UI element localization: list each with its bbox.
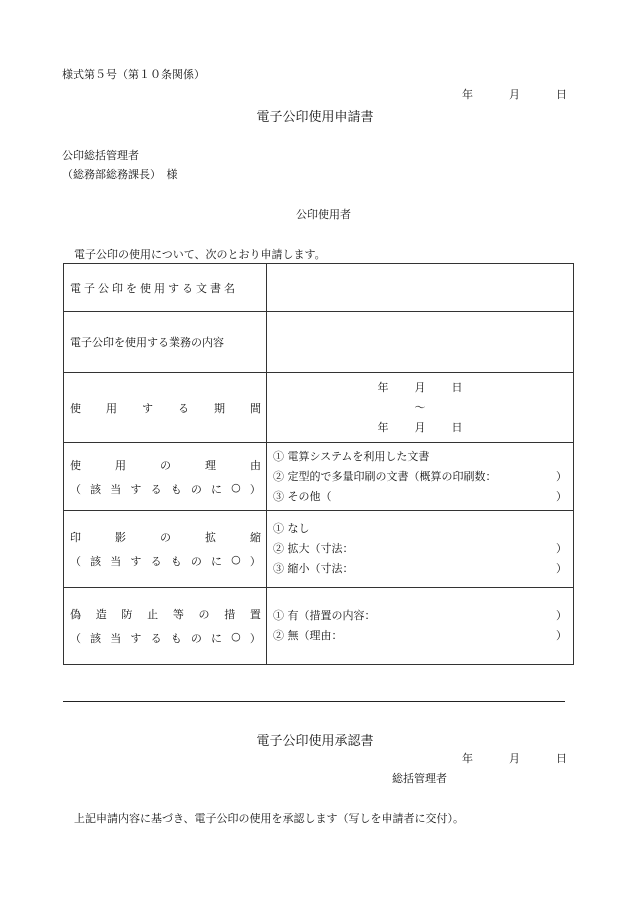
month-label: 月 — [509, 88, 520, 101]
approver-label: 総括管理者 — [392, 772, 447, 785]
forgery-label: 偽 造 防 止 等 の 措 置 （ 該 当 す る も の に ○ ） — [64, 588, 267, 665]
approval-date — [462, 750, 567, 766]
day-label: 日 — [556, 752, 567, 765]
seal-option-3[interactable]: ③ 縮小（寸法： ） — [273, 562, 567, 575]
seal-scale-options — [267, 511, 574, 588]
forgery-options — [267, 588, 574, 665]
application-table — [63, 263, 574, 665]
addressee-title: 公印総括管理者 — [62, 149, 139, 162]
year-label: 年 — [462, 752, 473, 765]
approval-title: 電子公印使用承認書 — [256, 734, 374, 749]
period-field[interactable] — [267, 373, 574, 443]
table-row — [64, 373, 574, 443]
period-end-day: 日 — [451, 420, 463, 434]
table-row — [64, 264, 574, 312]
application-title: 電子公印使用申請書 — [256, 110, 374, 125]
business-field[interactable] — [267, 312, 574, 373]
seal-option-2[interactable]: ② 拡大（寸法： ） — [273, 542, 567, 555]
reason-option-1[interactable]: ① 電算システムを利用した文書 — [273, 449, 430, 463]
forgery-instruction: （ 該 当 す る も の に ○ ） — [70, 630, 261, 645]
table-row — [64, 312, 574, 373]
period-tilde: ～ — [414, 400, 426, 414]
applicant-label: 公印使用者 — [296, 208, 351, 221]
forgery-option-2[interactable]: ② 無（理由： ） — [273, 629, 567, 642]
seal-option-1[interactable]: ① なし — [273, 522, 310, 535]
business-label: 電子公印を使用する業務の内容 — [64, 312, 267, 373]
doc-name-field[interactable] — [267, 264, 574, 312]
section-divider — [63, 701, 565, 702]
month-label: 月 — [509, 752, 520, 765]
period-start-day: 日 — [451, 380, 463, 394]
intro-text: 電子公印の使用について、次のとおり申請します。 — [74, 248, 326, 261]
period-start-year: 年 — [377, 380, 389, 394]
reason-label: 使 用 の 理 由 （ 該 当 す る も の に ○ ） — [64, 443, 267, 511]
approval-text: 上記申請内容に基づき、電子公印の使用を承認します（写しを申請者に交付）。 — [74, 812, 465, 825]
seal-scale-instruction: （ 該 当 す る も の に ○ ） — [70, 553, 261, 568]
seal-scale-label: 印 影 の 拡 縮 （ 該 当 す る も の に ○ ） — [64, 511, 267, 588]
forgery-option-1[interactable]: ① 有（措置の内容： ） — [273, 609, 567, 622]
reason-instruction: （ 該 当 す る も の に ○ ） — [70, 480, 261, 496]
table-row — [64, 443, 574, 511]
reason-options — [267, 443, 574, 511]
table-row — [64, 588, 574, 665]
year-label: 年 — [462, 88, 473, 101]
period-end-month: 月 — [414, 420, 426, 434]
doc-name-label: 電子公印を使用する文書名 — [64, 264, 267, 312]
addressee-department: （総務部総務課長） 様 — [62, 168, 178, 181]
period-start-month: 月 — [414, 380, 426, 394]
reason-option-2[interactable]: ② 定型的で多量印刷の文書（概算の印刷数： ） — [273, 469, 567, 483]
application-date — [462, 86, 567, 102]
period-label: 使 用 す る 期 間 — [64, 373, 267, 443]
table-row — [64, 511, 574, 588]
form-number: 様式第５号（第１０条関係） — [62, 68, 205, 81]
period-end-year: 年 — [377, 420, 389, 434]
reason-option-3[interactable]: ③ その他（ ） — [273, 489, 567, 503]
day-label: 日 — [556, 88, 567, 101]
